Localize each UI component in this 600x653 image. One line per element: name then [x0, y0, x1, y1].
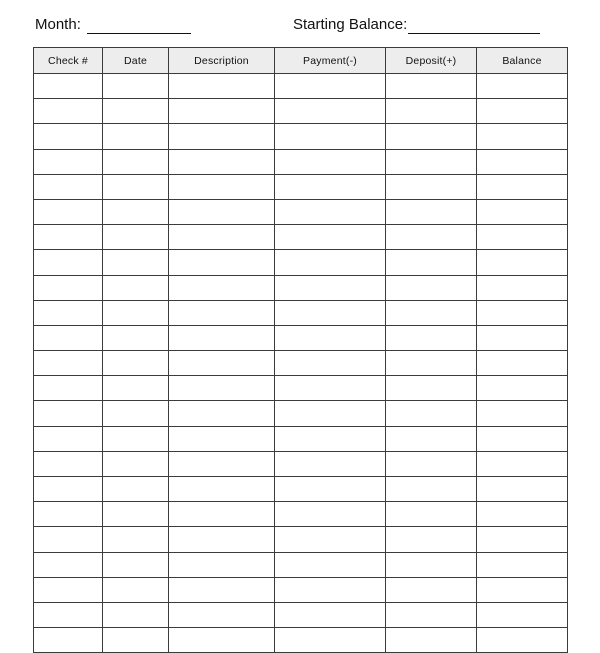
cell-description[interactable]: [169, 275, 275, 300]
starting-balance-label: Starting Balance:: [293, 16, 408, 33]
cell-payment[interactable]: [275, 477, 386, 502]
table-row: [34, 225, 568, 250]
cell-check-number[interactable]: [34, 628, 103, 653]
cell-description[interactable]: [169, 74, 275, 99]
cell-balance[interactable]: [477, 74, 568, 99]
cell-balance[interactable]: [477, 376, 568, 401]
cell-date[interactable]: [103, 74, 169, 99]
cell-deposit[interactable]: [386, 199, 477, 224]
cell-balance[interactable]: [477, 275, 568, 300]
column-header-description: Description: [169, 48, 275, 74]
cell-payment[interactable]: [275, 577, 386, 602]
cell-date[interactable]: [103, 577, 169, 602]
cell-payment[interactable]: [275, 124, 386, 149]
cell-payment[interactable]: [275, 325, 386, 350]
table-row: [34, 124, 568, 149]
cell-balance[interactable]: [477, 300, 568, 325]
cell-deposit[interactable]: [386, 99, 477, 124]
cell-description[interactable]: [169, 451, 275, 476]
cell-description[interactable]: [169, 527, 275, 552]
cell-date[interactable]: [103, 628, 169, 653]
cell-check-number[interactable]: [34, 552, 103, 577]
table-row: [34, 451, 568, 476]
cell-balance[interactable]: [477, 325, 568, 350]
cell-date[interactable]: [103, 300, 169, 325]
table-row: [34, 300, 568, 325]
cell-description[interactable]: [169, 602, 275, 627]
cell-check-number[interactable]: [34, 527, 103, 552]
cell-description[interactable]: [169, 325, 275, 350]
cell-date[interactable]: [103, 199, 169, 224]
column-header-payment: Payment(-): [275, 48, 386, 74]
cell-payment[interactable]: [275, 376, 386, 401]
table-row: [34, 250, 568, 275]
cell-date[interactable]: [103, 250, 169, 275]
cell-deposit[interactable]: [386, 149, 477, 174]
column-header-deposit: Deposit(+): [386, 48, 477, 74]
table-row: [34, 477, 568, 502]
cell-check-number[interactable]: [34, 275, 103, 300]
cell-balance[interactable]: [477, 602, 568, 627]
cell-description[interactable]: [169, 250, 275, 275]
starting-balance-field[interactable]: [293, 16, 540, 34]
column-header-check-number: Check #: [34, 48, 103, 74]
cell-deposit[interactable]: [386, 225, 477, 250]
cell-balance[interactable]: [477, 628, 568, 653]
table-row: [34, 552, 568, 577]
cell-date[interactable]: [103, 275, 169, 300]
cell-payment[interactable]: [275, 451, 386, 476]
table-row: [34, 401, 568, 426]
cell-balance[interactable]: [477, 149, 568, 174]
table-row: [34, 174, 568, 199]
cell-check-number[interactable]: [34, 74, 103, 99]
table-body: [34, 74, 568, 653]
cell-deposit[interactable]: [386, 502, 477, 527]
cell-check-number[interactable]: [34, 351, 103, 376]
cell-payment[interactable]: [275, 225, 386, 250]
cell-date[interactable]: [103, 477, 169, 502]
cell-balance[interactable]: [477, 351, 568, 376]
cell-balance[interactable]: [477, 426, 568, 451]
cell-check-number[interactable]: [34, 577, 103, 602]
cell-payment[interactable]: [275, 527, 386, 552]
month-field[interactable]: [35, 16, 191, 34]
cell-payment[interactable]: [275, 502, 386, 527]
cell-deposit[interactable]: [386, 174, 477, 199]
cell-deposit[interactable]: [386, 527, 477, 552]
cell-description[interactable]: [169, 124, 275, 149]
cell-date[interactable]: [103, 401, 169, 426]
cell-payment[interactable]: [275, 275, 386, 300]
cell-description[interactable]: [169, 628, 275, 653]
table-row: [34, 99, 568, 124]
table-row: [34, 628, 568, 653]
cell-balance[interactable]: [477, 124, 568, 149]
cell-payment[interactable]: [275, 250, 386, 275]
cell-check-number[interactable]: [34, 477, 103, 502]
cell-deposit[interactable]: [386, 477, 477, 502]
table-row: [34, 502, 568, 527]
cell-description[interactable]: [169, 351, 275, 376]
cell-check-number[interactable]: [34, 325, 103, 350]
cell-balance[interactable]: [477, 477, 568, 502]
cell-deposit[interactable]: [386, 602, 477, 627]
cell-check-number[interactable]: [34, 99, 103, 124]
cell-balance[interactable]: [477, 225, 568, 250]
cell-payment[interactable]: [275, 401, 386, 426]
cell-date[interactable]: [103, 124, 169, 149]
cell-balance[interactable]: [477, 552, 568, 577]
cell-deposit[interactable]: [386, 124, 477, 149]
cell-check-number[interactable]: [34, 426, 103, 451]
column-header-date: Date: [103, 48, 169, 74]
cell-payment[interactable]: [275, 628, 386, 653]
cell-description[interactable]: [169, 99, 275, 124]
table-row: [34, 275, 568, 300]
cell-balance[interactable]: [477, 451, 568, 476]
cell-date[interactable]: [103, 602, 169, 627]
cell-check-number[interactable]: [34, 401, 103, 426]
cell-date[interactable]: [103, 351, 169, 376]
table-header-row: [34, 48, 568, 74]
starting-balance-blank-line[interactable]: [408, 18, 540, 34]
register-table: [33, 47, 568, 653]
cell-deposit[interactable]: [386, 376, 477, 401]
cell-check-number[interactable]: [34, 149, 103, 174]
table-row: [34, 602, 568, 627]
cell-deposit[interactable]: [386, 426, 477, 451]
cell-description[interactable]: [169, 199, 275, 224]
cell-balance[interactable]: [477, 199, 568, 224]
cell-date[interactable]: [103, 502, 169, 527]
table-row: [34, 351, 568, 376]
cell-date[interactable]: [103, 174, 169, 199]
table-head: [34, 48, 568, 74]
cell-payment[interactable]: [275, 149, 386, 174]
cell-deposit[interactable]: [386, 74, 477, 99]
cell-payment[interactable]: [275, 199, 386, 224]
cell-deposit[interactable]: [386, 628, 477, 653]
table-row: [34, 149, 568, 174]
cell-check-number[interactable]: [34, 602, 103, 627]
table-row: [34, 527, 568, 552]
cell-description[interactable]: [169, 376, 275, 401]
cell-deposit[interactable]: [386, 300, 477, 325]
cell-description[interactable]: [169, 426, 275, 451]
cell-check-number[interactable]: [34, 225, 103, 250]
cell-description[interactable]: [169, 149, 275, 174]
cell-date[interactable]: [103, 426, 169, 451]
cell-payment[interactable]: [275, 552, 386, 577]
table-row: [34, 74, 568, 99]
month-blank-line[interactable]: [87, 18, 191, 34]
month-label: Month:: [35, 16, 81, 33]
cell-deposit[interactable]: [386, 552, 477, 577]
cell-check-number[interactable]: [34, 250, 103, 275]
cell-balance[interactable]: [477, 502, 568, 527]
cell-date[interactable]: [103, 451, 169, 476]
table-row: [34, 376, 568, 401]
cell-check-number[interactable]: [34, 199, 103, 224]
table-row: [34, 577, 568, 602]
table-row: [34, 325, 568, 350]
cell-date[interactable]: [103, 325, 169, 350]
cell-deposit[interactable]: [386, 451, 477, 476]
cell-description[interactable]: [169, 552, 275, 577]
cell-payment[interactable]: [275, 602, 386, 627]
cell-payment[interactable]: [275, 74, 386, 99]
cell-description[interactable]: [169, 577, 275, 602]
cell-balance[interactable]: [477, 250, 568, 275]
header-fields: [0, 8, 600, 38]
cell-deposit[interactable]: [386, 577, 477, 602]
table-row: [34, 199, 568, 224]
cell-date[interactable]: [103, 225, 169, 250]
cell-date[interactable]: [103, 376, 169, 401]
cell-check-number[interactable]: [34, 174, 103, 199]
cell-check-number[interactable]: [34, 300, 103, 325]
cell-payment[interactable]: [275, 99, 386, 124]
cell-deposit[interactable]: [386, 401, 477, 426]
cell-description[interactable]: [169, 477, 275, 502]
cell-date[interactable]: [103, 527, 169, 552]
cell-description[interactable]: [169, 174, 275, 199]
cell-payment[interactable]: [275, 300, 386, 325]
cell-date[interactable]: [103, 552, 169, 577]
cell-deposit[interactable]: [386, 325, 477, 350]
cell-description[interactable]: [169, 401, 275, 426]
cell-balance[interactable]: [477, 577, 568, 602]
column-header-balance: Balance: [477, 48, 568, 74]
cell-payment[interactable]: [275, 174, 386, 199]
cell-description[interactable]: [169, 225, 275, 250]
cell-deposit[interactable]: [386, 250, 477, 275]
cell-description[interactable]: [169, 502, 275, 527]
cell-check-number[interactable]: [34, 376, 103, 401]
table-row: [34, 426, 568, 451]
cell-payment[interactable]: [275, 426, 386, 451]
cell-payment[interactable]: [275, 351, 386, 376]
cell-balance[interactable]: [477, 401, 568, 426]
cell-description[interactable]: [169, 300, 275, 325]
cell-balance[interactable]: [477, 99, 568, 124]
cell-balance[interactable]: [477, 527, 568, 552]
cell-date[interactable]: [103, 99, 169, 124]
cell-check-number[interactable]: [34, 451, 103, 476]
cell-date[interactable]: [103, 149, 169, 174]
cell-check-number[interactable]: [34, 502, 103, 527]
cell-balance[interactable]: [477, 174, 568, 199]
cell-deposit[interactable]: [386, 351, 477, 376]
cell-deposit[interactable]: [386, 275, 477, 300]
cell-check-number[interactable]: [34, 124, 103, 149]
